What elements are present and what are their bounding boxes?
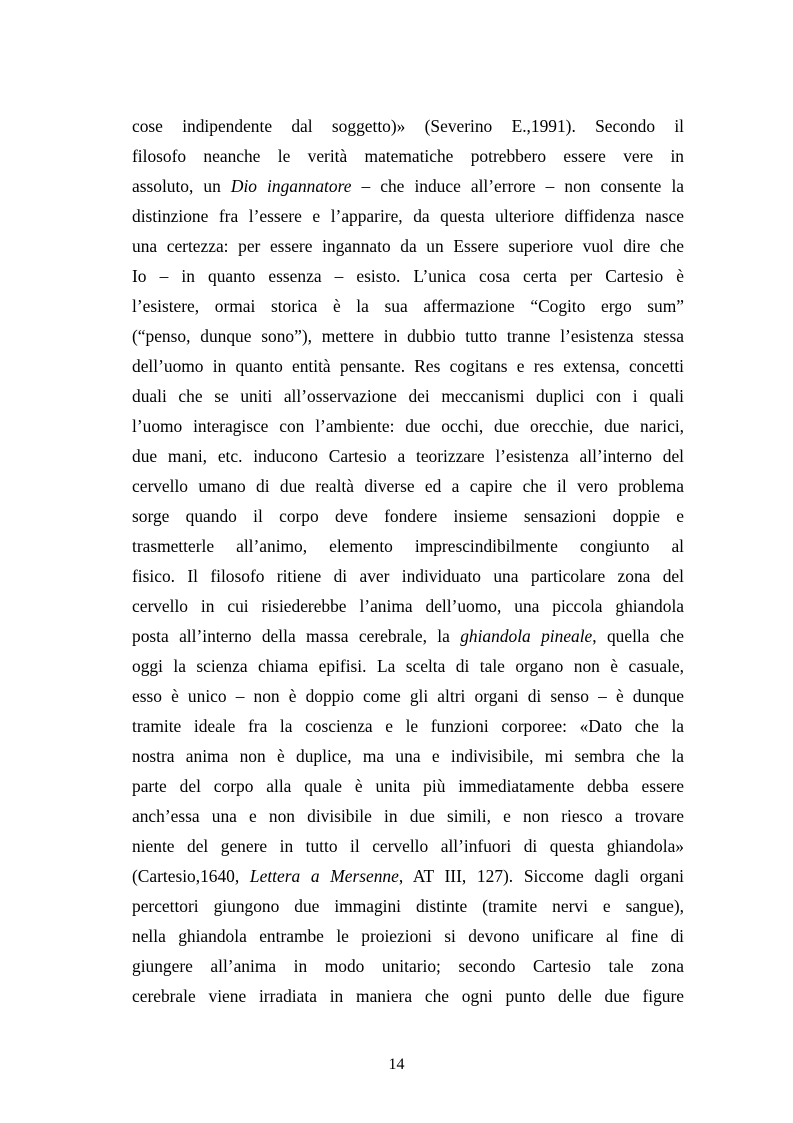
text-line [132, 411, 684, 441]
text-segment: sorge quando il corpo deve fondere insieme sensazioni doppie e [132, 506, 684, 526]
text-segment: cose indipendente dal soggetto)» (Severino E.,1991). Secondo il [132, 116, 684, 136]
text-segment: cervello in cui risiederebbe l’anima dell’uomo, una piccola ghiandola [132, 596, 684, 616]
text-line [132, 231, 684, 261]
text-segment: dell’uomo in quanto entità pensante. Res cogitans e res extensa, concetti [132, 356, 684, 376]
text-segment: nostra anima non è duplice, ma una e indivisibile, mi sembra che la [132, 746, 684, 766]
text-line [132, 951, 684, 981]
text-segment: l’uomo interagisce con l’ambiente: due occhi, due orecchie, due narici, [132, 416, 684, 436]
text-segment: assoluto, un [132, 176, 231, 196]
text-line [132, 561, 684, 591]
text-line [132, 891, 684, 921]
text-line [132, 201, 684, 231]
text-line [132, 591, 684, 621]
italic-text: ghiandola pineale [460, 626, 593, 646]
text-segment: duali che se uniti all’osservazione dei meccanismi duplici con i quali [132, 386, 684, 406]
text-line [132, 921, 684, 951]
text-segment: anch’essa una e non divisibile in due simili, e non riesco a trovare [132, 806, 684, 826]
text-segment: , AT III, 127). Siccome dagli organi [398, 866, 684, 886]
text-line [132, 441, 684, 471]
text-line [132, 831, 684, 861]
text-segment: esso è unico – non è doppio come gli altri organi di senso – è dunque [132, 686, 684, 706]
text-line [132, 501, 684, 531]
text-segment: distinzione fra l’essere e l’apparire, da questa ulteriore diffidenza nasce [132, 206, 684, 226]
text-segment: oggi la scienza chiama epifisi. La scelta di tale organo non è casuale, [132, 656, 684, 676]
text-segment: parte del corpo alla quale è unita più immediatamente debba essere [132, 776, 684, 796]
text-line [132, 531, 684, 561]
italic-text: Dio ingannatore [230, 176, 352, 196]
text-segment: niente del genere in tutto il cervello all’infuori di questa ghiandola» [132, 836, 684, 856]
text-segment: posta all’interno della massa cerebrale, la [132, 626, 461, 646]
text-segment: (“penso, dunque sono”), mettere in dubbio tutto tranne l’esistenza stessa [132, 326, 684, 346]
text-line [132, 111, 684, 141]
text-segment: trasmetterle all’animo, elemento imprescindibilmente congiunto al [132, 536, 684, 556]
text-line [132, 771, 684, 801]
text-segment: percettori giungono due immagini distinte (tramite nervi e sangue), [132, 896, 684, 916]
text-segment: nella ghiandola entrambe le proiezioni si devono unificare al fine di [132, 926, 684, 946]
text-line [132, 621, 684, 651]
text-segment: filosofo neanche le verità matematiche potrebbero essere vere in [132, 146, 684, 166]
text-line [132, 261, 684, 291]
text-segment: – che induce all’errore – non consente la [351, 176, 685, 196]
text-segment: cerebrale viene irradiata in maniera che ogni punto delle due figure [132, 986, 684, 1006]
text-line [132, 321, 684, 351]
text-line [132, 471, 684, 501]
text-segment: una certezza: per essere ingannato da un Essere superiore vuol dire che [132, 236, 684, 256]
text-segment: l’esistere, ormai storica è la sua affermazione “Cogito ergo sum” [132, 296, 684, 316]
text-segment: fisico. Il filosofo ritiene di aver individuato una particolare zona del [132, 566, 684, 586]
text-line [132, 351, 684, 381]
text-segment: cervello umano di due realtà diverse ed a capire che il vero problema [132, 476, 684, 496]
text-line [132, 681, 684, 711]
text-line [132, 291, 684, 321]
text-line [132, 141, 684, 171]
text-line [132, 861, 684, 891]
text-line [132, 711, 684, 741]
text-line [132, 801, 684, 831]
page-number: 14 [388, 1056, 405, 1073]
text-segment: giungere all’anima in modo unitario; secondo Cartesio tale zona [132, 956, 684, 976]
text-segment: tramite ideale fra la coscienza e le funzioni corporee: «Dato che la [132, 716, 684, 736]
text-line [132, 741, 684, 771]
text-line [132, 381, 684, 411]
text-segment: (Cartesio,1640, [132, 866, 250, 886]
text-segment: , quella che [592, 626, 684, 646]
text-line [132, 981, 684, 1011]
text-segment: Io – in quanto essenza – esisto. L’unica cosa certa per Cartesio è [132, 266, 684, 286]
italic-text: Lettera a Mersenne [249, 866, 399, 886]
text-line [132, 651, 684, 681]
text-line [132, 171, 684, 201]
body-text [132, 111, 684, 1011]
text-segment: due mani, etc. inducono Cartesio a teorizzare l’esistenza all’interno del [132, 446, 684, 466]
